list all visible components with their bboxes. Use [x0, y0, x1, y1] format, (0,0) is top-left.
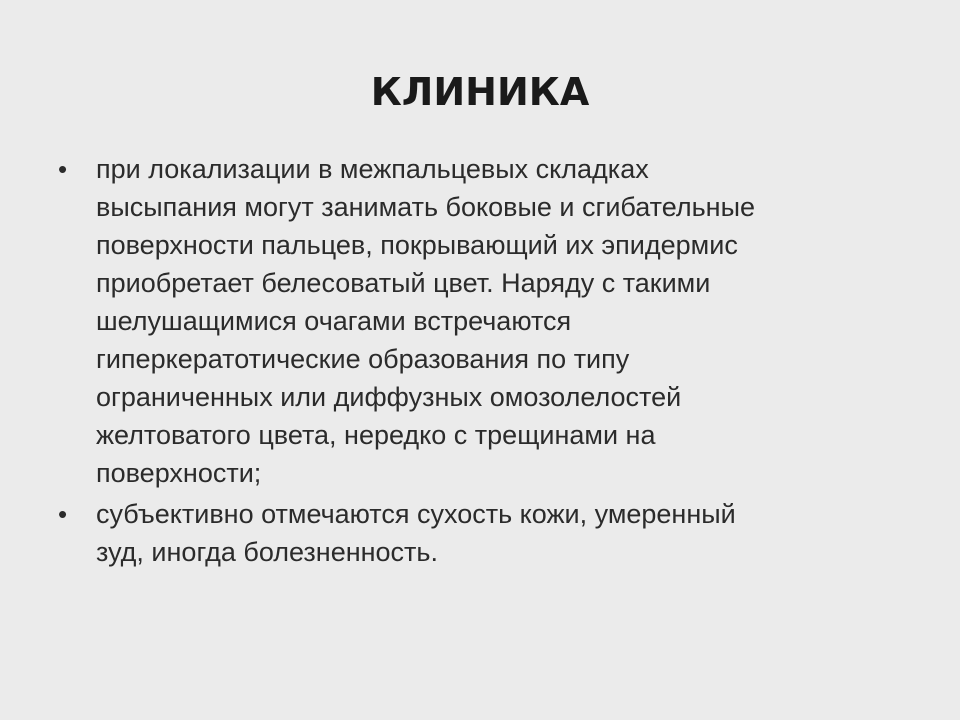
- text-line: при локализации в межпальцевых складках: [96, 154, 649, 184]
- bullet-item-localization: [58, 150, 878, 492]
- text-line: субъективно отмечаются сухость кожи, умеренный: [96, 499, 736, 529]
- text-line: ограниченных или диффузных омозолелостей: [96, 382, 682, 412]
- text-line: шелушащимися очагами встречаются: [96, 306, 572, 336]
- bullet-text: [96, 150, 866, 492]
- text-line: гиперкератотические образования по типу: [96, 344, 630, 374]
- text-line: приобретает белесоватый цвет. Наряду с такими: [96, 268, 711, 298]
- bullet-item-symptoms: [58, 495, 878, 571]
- text-line: поверхности пальцев, покрывающий их эпидермис: [96, 230, 738, 260]
- text-line: желтоватого цвета, нередко с трещинами на: [96, 420, 656, 450]
- slide-title: КЛИНИКА: [370, 70, 590, 114]
- text-line: высыпания могут занимать боковые и сгибательные: [96, 192, 756, 222]
- text-line: поверхности;: [96, 458, 262, 488]
- text-line: зуд, иногда болезненность.: [96, 537, 438, 567]
- bullet-text: [96, 495, 866, 571]
- bullet-list: [58, 150, 878, 574]
- bullet-icon: •: [58, 154, 68, 184]
- bullet-icon: •: [58, 499, 68, 529]
